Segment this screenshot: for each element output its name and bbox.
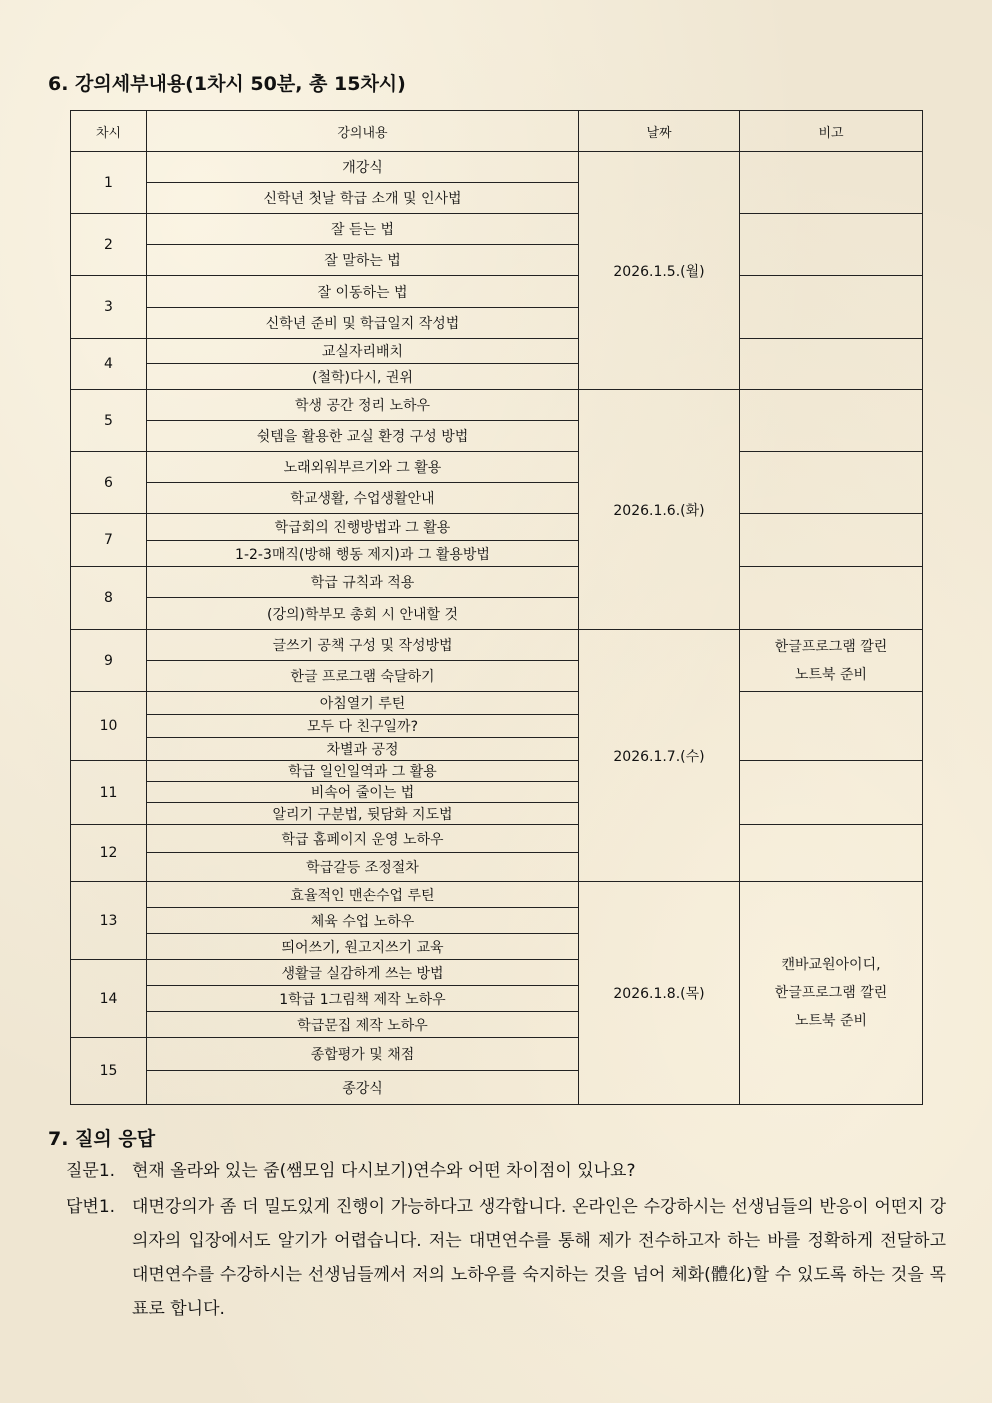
- table-row: [71, 390, 923, 421]
- header-note: 비고: [740, 111, 923, 152]
- note-cell: [740, 630, 923, 692]
- note-cell: [740, 514, 923, 567]
- note-cell: [740, 761, 923, 825]
- header-session: 차시: [71, 111, 147, 152]
- lecture-item: 신학년 준비 및 학급일지 작성법: [147, 308, 579, 339]
- table-row: [71, 825, 923, 853]
- lecture-item: 알리기 구분법, 뒷담화 지도법: [147, 803, 579, 825]
- table-row: [71, 152, 923, 183]
- lecture-item: 개강식: [147, 152, 579, 183]
- note-cell: [740, 882, 923, 1105]
- date-cell: 2026.1.7.(수): [579, 630, 740, 882]
- note-cell: [740, 152, 923, 214]
- lecture-schedule-table: [70, 110, 923, 1105]
- table-row: [71, 452, 923, 483]
- session-number: 3: [71, 276, 147, 339]
- header-content: 강의내용: [147, 111, 579, 152]
- session-number: 7: [71, 514, 147, 567]
- section-7-title: 7. 질의 응답: [48, 1128, 156, 1150]
- lecture-item: (철학)다시, 권위: [147, 364, 579, 390]
- lecture-item: 종합평가 및 채점: [147, 1038, 579, 1071]
- table-row: [71, 514, 923, 541]
- lecture-item: 체육 수업 노하우: [147, 908, 579, 934]
- note-cell: [740, 567, 923, 630]
- lecture-item: 비속어 줄이는 법: [147, 782, 579, 803]
- session-number: 14: [71, 960, 147, 1038]
- table-header-row: [71, 111, 923, 152]
- note-cell: [740, 692, 923, 761]
- session-number: 2: [71, 214, 147, 276]
- lecture-item: 효율적인 맨손수업 루틴: [147, 882, 579, 908]
- answer-text: 대면강의가 좀 더 밀도있게 진행이 가능하다고 생각합니다. 온라인은 수강하시는 선생님들의 반응이 어떤지 강의자의 입장에서도 알기가 어렵습니다. 저는 대면연수를 통해 제가 전수하고자 하는 바를 정확하게 전달하고 대면연수를 수강하시는 선생님들께서 저의 노하우를 숙지하는 것을 넘어 체화(體化)할 수 있도록 하는 것을 목표로 합니다.: [132, 1197, 946, 1319]
- lecture-item: 1-2-3매직(방해 행동 제지)과 그 활용방법: [147, 541, 579, 567]
- lecture-item: 학생 공간 정리 노하우: [147, 390, 579, 421]
- lecture-item: 잘 듣는 법: [147, 214, 579, 245]
- lecture-item: 1학급 1그림책 제작 노하우: [147, 986, 579, 1012]
- table-row: [71, 339, 923, 364]
- note-line: 노트북 준비: [794, 666, 868, 683]
- session-number: 9: [71, 630, 147, 692]
- table-row: [71, 630, 923, 661]
- date-cell: 2026.1.6.(화): [579, 390, 740, 630]
- lecture-item: 학급갈등 조정절차: [147, 853, 579, 882]
- lecture-item: 종강식: [147, 1071, 579, 1105]
- session-number: 11: [71, 761, 147, 825]
- note-line: 한글프로그램 깔린: [774, 985, 888, 1001]
- session-number: 10: [71, 692, 147, 761]
- session-number: 1: [71, 152, 147, 214]
- note-cell: [740, 825, 923, 882]
- note-line: 노트북 준비: [794, 1013, 868, 1029]
- session-number: 8: [71, 567, 147, 630]
- lecture-item: 학급회의 진행방법과 그 활용: [147, 514, 579, 541]
- answer-block: [66, 1190, 946, 1326]
- lecture-item: 학급 규칙과 적용: [147, 567, 579, 598]
- table-row: [71, 882, 923, 908]
- lecture-item: 글쓰기 공책 구성 및 작성방법: [147, 630, 579, 661]
- table-row: [71, 692, 923, 715]
- question-label: 질문1.: [66, 1161, 116, 1181]
- lecture-item: 쉿템을 활용한 교실 환경 구성 방법: [147, 421, 579, 452]
- lecture-item: 아침열기 루틴: [147, 692, 579, 715]
- session-number: 12: [71, 825, 147, 882]
- note-line: 캔바교원아이디,: [781, 957, 881, 973]
- session-number: 4: [71, 339, 147, 390]
- session-number: 5: [71, 390, 147, 452]
- lecture-item: 잘 이동하는 법: [147, 276, 579, 308]
- lecture-item: 띄어쓰기, 원고지쓰기 교육: [147, 934, 579, 960]
- lecture-item: (강의)학부모 총회 시 안내할 것: [147, 598, 579, 630]
- lecture-item: 모두 다 친구일까?: [147, 715, 579, 738]
- date-cell: 2026.1.8.(목): [579, 882, 740, 1105]
- lecture-item: 학교생활, 수업생활안내: [147, 483, 579, 514]
- header-date: 날짜: [579, 111, 740, 152]
- lecture-item: 학급 홈페이지 운영 노하우: [147, 825, 579, 853]
- note-cell: [740, 339, 923, 390]
- answer-label: 답변1.: [66, 1197, 116, 1217]
- lecture-item: 신학년 첫날 학급 소개 및 인사법: [147, 183, 579, 214]
- table-row: [71, 567, 923, 598]
- note-cell: [740, 452, 923, 514]
- question-text: 현재 올라와 있는 줌(쌤모임 다시보기)연수와 어떤 차이점이 있나요?: [132, 1161, 636, 1181]
- lecture-item: 교실자리배치: [147, 339, 579, 364]
- lecture-item: 차별과 공정: [147, 738, 579, 761]
- lecture-item: 노래외워부르기와 그 활용: [147, 452, 579, 483]
- lecture-item: 학급 일인일역과 그 활용: [147, 761, 579, 782]
- note-cell: [740, 214, 923, 276]
- question-block: [66, 1154, 946, 1188]
- lecture-item: 잘 말하는 법: [147, 245, 579, 276]
- section-6-title: 6. 강의세부내용(1차시 50분, 총 15차시): [48, 73, 406, 95]
- lecture-item: 생활글 실감하게 쓰는 방법: [147, 960, 579, 986]
- table-row: [71, 761, 923, 782]
- session-number: 15: [71, 1038, 147, 1105]
- table-row: [71, 214, 923, 245]
- note-line: 한글프로그램 깔린: [774, 638, 888, 655]
- table-row: [71, 276, 923, 308]
- session-number: 13: [71, 882, 147, 960]
- note-cell: [740, 390, 923, 452]
- lecture-item: 학급문집 제작 노하우: [147, 1012, 579, 1038]
- note-cell: [740, 276, 923, 339]
- lecture-item: 한글 프로그램 숙달하기: [147, 661, 579, 692]
- session-number: 6: [71, 452, 147, 514]
- date-cell: 2026.1.5.(월): [579, 152, 740, 390]
